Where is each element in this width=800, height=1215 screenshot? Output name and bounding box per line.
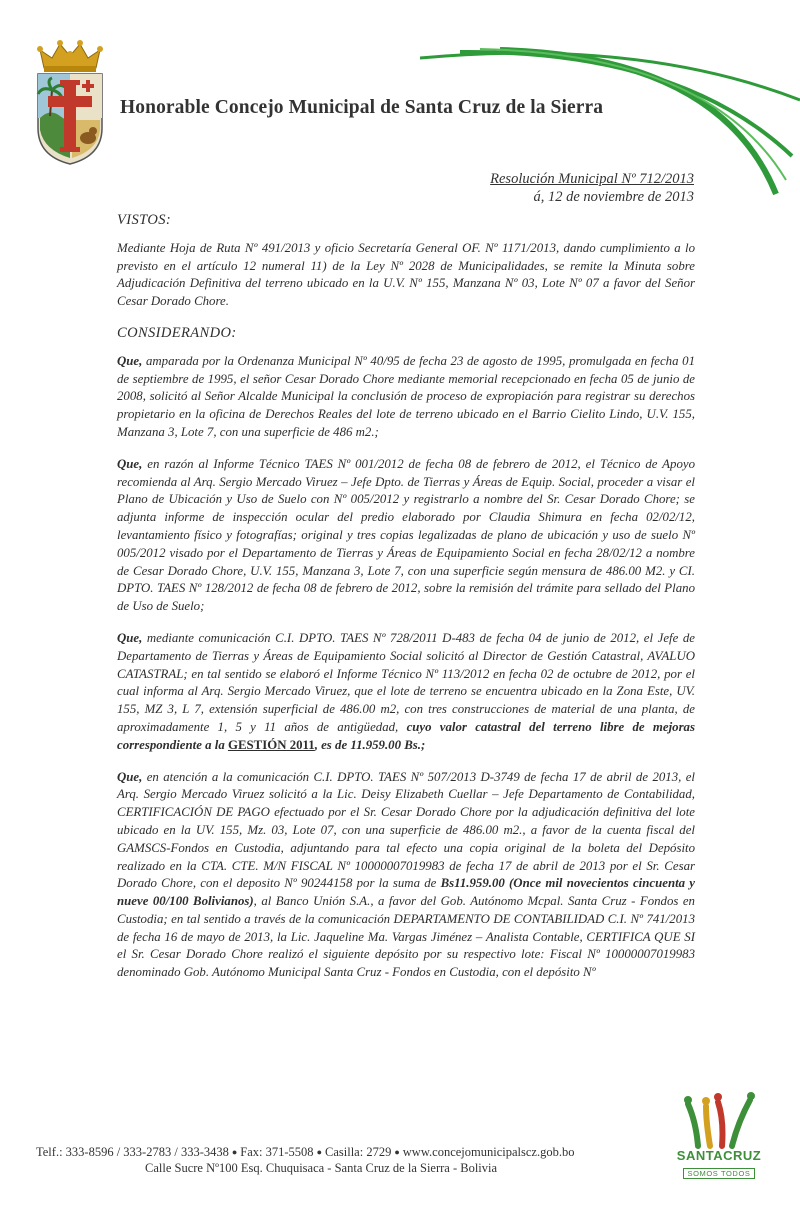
resolution-block: [490, 170, 694, 206]
considerando-paragraph-1: [117, 353, 695, 442]
bullet-icon: ●: [231, 1147, 238, 1157]
paragraph-text: en atención a la comunicación C.I. DPTO. TAES Nº 507/2013 D-3749 de fecha 17 de abril de 2013, el Arq. Sergio Mercado Viruez solicitó a la Lic. Deisy Elizabeth Cuellar – Jefe Departamento de Contabilidad, CERTIFICACIÓN DE PAGO efectuado por el Sr. Cesar Dorado Chore por la adjudicación definitiva del lote ubicado en la UV. 155, Mz. 03, Lote 07, con una superficie de 486.00 m2., a favor de la cuenta fiscal del GAMSCS-Fondos en Custodia, adjuntando para tal efecto una copia original de la boleta del Depósito realizado en la CTA. CTE. M/N FISCAL Nº 10000007019983 de fecha 17 de abril de 2013 por el Sr. Cesar Dorado Chore, con el deposito Nº 90244158 por la suma de: [117, 769, 695, 891]
footer-contact-line: [36, 1145, 574, 1160]
paragraph-text: en razón al Informe Técnico TAES Nº 001/2012 de fecha 08 de febrero de 2012, el Técnico de Apoyo recomienda al Arq. Sergio Mercado Viruez – Jefe Dpto. de Tierras y Áreas de Equip. Social, proceder a visar el Plano de Ubicación y Uso de Suelo con Nº 005/2012 y registrarlo a nombre del Sr. Cesar Dorado Chore; se adjunta informe de inspección ocular del predio elaborado por Claudia Shimura en fecha 02/02/12, levantamiento físico y fotografías; original y tres copias legalizadas de plano de ubicación y uso de suelo Nº 005/2012 visado por el Departamento de Tierras y Áreas de Equipamiento Social en fecha 28/02/12 a nombre de Cesar Dorado Chore, U.V. 155, Manzana 3, Lote 7, con una superficie según mensura de 486.00 M2. y CI. DPTO. TAES Nº 128/2012 de fecha 08 de febrero de 2012, sobre la remisión del trámite para sellado del Plano de Uso de Suelo;: [117, 456, 695, 614]
logo-name: SANTACRUZ: [676, 1148, 762, 1163]
paragraph-text-continued: , al Banco Unión S.A., a favor del Gob. Autónomo Mcpal. Santa Cruz - Fondos en Custodia; en tal sentido a través de la comunicación DEPARTAMENTO DE CONTABILIDAD C.I. Nº 741/2013 de fecha 16 de mayo de 2013, la Lic. Jaqueline Ma. Vargas Jiménez – Analista Contable, CERTIFICA QUE SI el Sr. Cesar Dorado Chore realizó el siguiente depósito por su respectivo lote: Fiscal Nº 10000007019983 denominado Gob. Autónomo Municipal Santa Cruz - Fondos en Custodia, con el depósito Nº: [117, 894, 695, 980]
resolution-date: á, 12 de noviembre de 2013: [533, 189, 694, 205]
considerando-heading: CONSIDERANDO:: [117, 324, 237, 341]
paragraph-lead: Que,: [117, 456, 143, 471]
logo-slogan: SOMOS TODOS: [683, 1168, 754, 1179]
coat-of-arms-icon: [30, 38, 110, 166]
considerando-paragraph-2: [117, 456, 695, 616]
footer-fax: Fax: 371-5508: [240, 1145, 314, 1159]
cadastral-value-text: cuyo valor catastral del terreno libre de mejoras correspondiente a la: [117, 719, 695, 752]
cadastral-value-amount: , es de 11.959.00 Bs.;: [314, 737, 426, 752]
vistos-heading: VISTOS:: [117, 212, 172, 228]
considerando-paragraph-3: [117, 630, 695, 755]
bullet-icon: ●: [394, 1147, 400, 1157]
bullet-icon: ●: [316, 1147, 322, 1157]
paragraph-lead: Que,: [117, 353, 143, 368]
paragraph-text: amparada por la Ordenanza Municipal Nº 40/95 de fecha 23 de agosto de 1995, promulgada en fecha 01 de septiembre de 1995, el señor Cesar Dorado Chore mediante memorial recepcionado en fecha 05 de junio de 2008, solicitó al Señor Alcalde Municipal la conclusión de proceso de expropiación para registrar su derechos propietario en la oficina de Derechos Reales del lote de terreno ubicado en el Barrio Cielito Lindo, U.V. 155, Manzana 3, Lote 7, con una superficie de 486 m2.;: [117, 353, 695, 439]
footer-phone: Telf.: 333-8596 / 333-2783 / 333-3438: [36, 1145, 229, 1159]
institution-title: Honorable Concejo Municipal de Santa Cruz de la Sierra: [120, 97, 604, 118]
footer-website-link[interactable]: www.concejomunicipalscz.gob.bo: [402, 1145, 575, 1159]
paragraph-lead: Que,: [117, 630, 143, 645]
paragraph-lead: Que,: [117, 769, 143, 784]
gestion-year: GESTIÓN 2011: [227, 737, 315, 752]
footer-casilla: Casilla: 2729: [325, 1145, 392, 1159]
vistos-paragraph: Mediante Hoja de Ruta Nº 491/2013 y oficio Secretaría General OF. Nº 1171/2013, dando cumplimiento a lo previsto en el artículo 12 numeral 11) de la Ley Nº 2028 de Municipalidades, se remite la Minuta sobre Adjudicación Definitiva del terreno ubicado en la U.V. Nº 155, Manzana Nº 03, Lote Nº 07 a favor del Señor Cesar Dorado Chore.: [117, 240, 695, 309]
deposit-amount: Bs11.959.00 (Once mil novecientos cincuenta y nueve 00/100 Bolivianos): [117, 876, 695, 909]
considerando-paragraph-4: [117, 769, 695, 983]
paragraph-text: mediante comunicación C.I. DPTO. TAES Nº 728/2011 D-483 de fecha 04 de junio de 2012, el Jefe de Departamento de Tierras y Áreas de Equipamiento Social solicitó al Director de Gestión Catastral, AVALUO CATASTRAL; en tal sentido se elaboró el Informe Técnico Nº 113/2012 en fecha 02 de octubre de 2012, por el cual informa al Arq. Sergio Mercado Viruez, que el lote de terreno se encuentra ubicado en la Zona Este, UV. 155, MZ 3, L 7, extensión superficial de 486.00 m2, con tres construcciones de material de una planta, de aproximadamente 1, 5 y 11 años de antigüedad,: [117, 630, 695, 734]
document-body: [117, 212, 695, 996]
resolution-number: Resolución Municipal Nº 712/2013: [490, 171, 694, 187]
santa-cruz-logo-text: [672, 1148, 766, 1181]
footer-address: Calle Sucre Nº100 Esq. Chuquisaca - Santa Cruz de la Sierra - Bolivia: [145, 1161, 498, 1175]
